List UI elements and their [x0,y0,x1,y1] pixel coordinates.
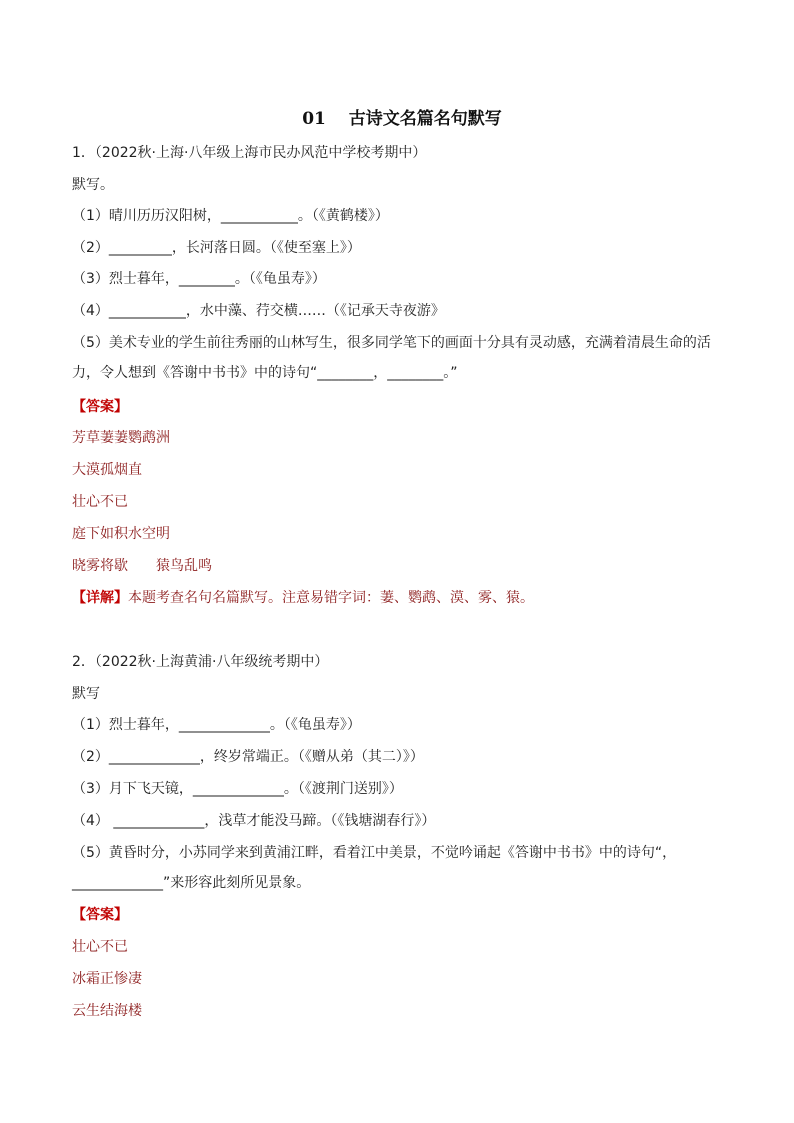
question-2-header: 2．（2022秋·上海黄浦·八年级统考期中） [72,654,329,670]
question-1-instruction: 默写。 [72,177,114,193]
question-2-item-5: （5）黄昏时分，小苏同学来到黄浦江畔，看着江中美景，不觉吟诵起《答谢中书书》中的诗句“，_____________”来形容此刻所见景象。 [72,845,677,891]
question-2-item-2: （2）_____________，终岁常端正。（《赠从弟（其二）》） [72,749,424,765]
answer-2: 大漠孤烟直 [72,462,142,478]
answer-2-1: 壮心不已 [72,939,128,955]
question-2-item-4: （4） _____________，浅草才能没马蹄。（《钱塘湖春行》） [72,813,436,829]
answer-4: 庭下如积水空明 [72,526,170,542]
answer-1: 芳草萋萋鹦鹉洲 [72,430,170,446]
question-1-item-1: （1）晴川历历汉阳树，___________。（《黄鹤楼》） [72,208,389,224]
question-1-item-2: （2）_________，长河落日圆。（《使至塞上》） [72,240,361,256]
question-1-header: 1．（2022秋·上海·八年级上海市民办风范中学校考期中） [72,145,427,161]
question-2-item-1: （1）烈士暮年，_____________。（《龟虽寿》） [72,717,361,733]
answer-label: 【答案】 [72,399,128,415]
question-1-item-3: （3）烈士暮年，________。（《龟虽寿》） [72,271,326,287]
question-1-item-5: （5）美术专业的学生前往秀丽的山林写生，很多同学笔下的画面十分具有灵动感，充满着清晨生命的活力，令人想到《答谢中书书》中的诗句“________，________。” [72,335,711,381]
answer-2-2: 冰霜正惨凄 [72,971,142,987]
answer-5: 晓雾将歇 猿鸟乱鸣 [72,558,212,574]
answer-3: 壮心不已 [72,494,128,510]
question-2-instruction: 默写 [72,686,100,702]
answer-label-2: 【答案】 [72,907,128,923]
question-1-item-4: （4）___________，水中藻、荇交横……（《记承天寺夜游》 [72,303,445,319]
detail-text: 本题考查名句名篇默写。注意易错字词：萋、鹦鹉、漠、雾、猿。 [128,590,534,606]
page-title: 01 古诗文名篇名句默写 [302,109,502,129]
answer-2-3: 云生结海楼 [72,1003,142,1019]
question-2-item-3: （3）月下飞天镜，_____________。（《渡荆门送别》） [72,781,403,797]
detail-row [72,588,534,608]
detail-label: 【详解】 [72,590,128,606]
